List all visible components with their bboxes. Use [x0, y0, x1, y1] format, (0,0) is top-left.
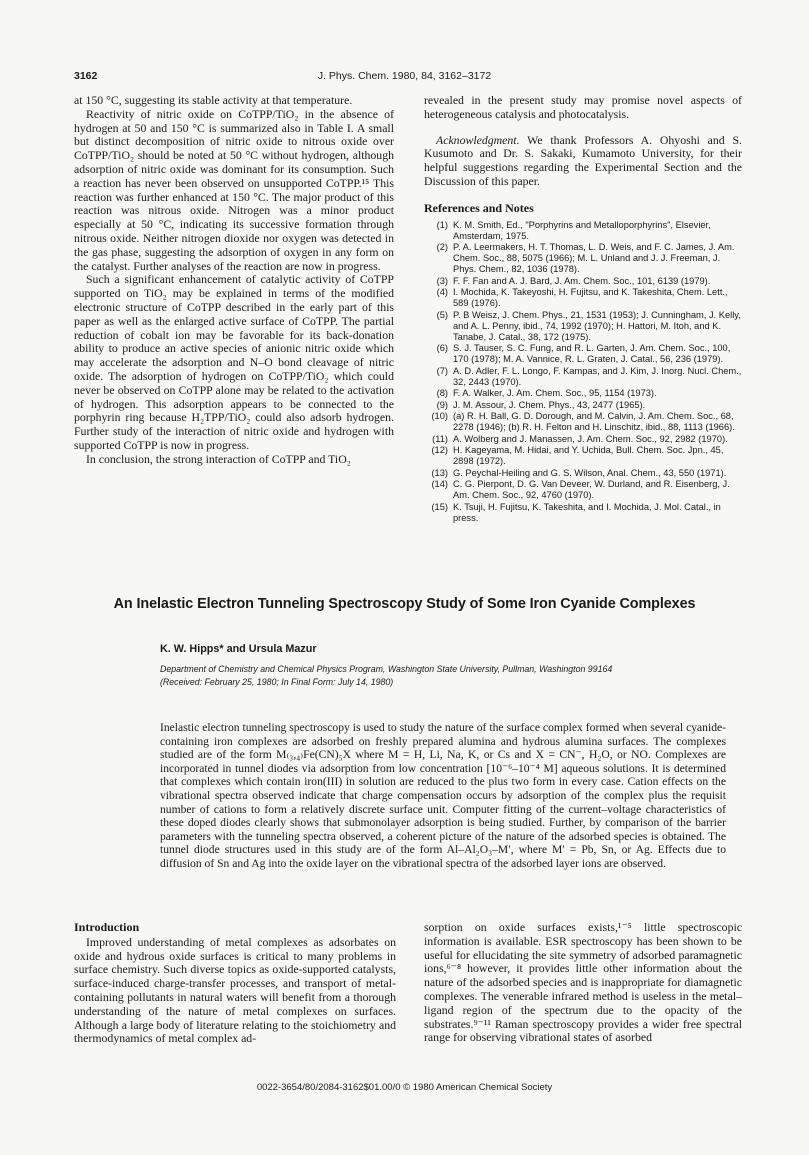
reference-number: (8) — [436, 388, 448, 399]
acknowledgment — [424, 134, 742, 189]
reference-text: A. Wolberg and J. Manassen, J. Am. Chem. Soc., 92, 2982 (1970). — [453, 433, 728, 444]
reference-item — [424, 220, 742, 242]
reference-item — [424, 242, 742, 275]
reference-text: I. Mochida, K. Takeyoshi, H. Fujitsu, and K. Takeshita, Chem. Lett., 589 (1976). — [453, 287, 728, 309]
reference-number: (15) — [431, 501, 448, 512]
reference-text: K. M. Smith, Ed., "Porphyrins and Metalloporphyrins", Elsevier, Amsterdam, 1975. — [453, 219, 711, 241]
reference-text: G. Peychal-Heiling and G. S. Wilson, Anal. Chem., 43, 550 (1971). — [453, 467, 727, 478]
paragraph: Improved understanding of metal complexes as adsorbates on oxide and hydrous oxide surfaces is critical to many problems in surface chemistry. Such diverse topics as oxide-supported catalysts, surface-induced charge-transfer processes, and transport of metal-containing pollutants in natural waters will benefit from a thorough understanding of the nature of metal complexes on surfaces. Although a large body of literature relating to the stoichiometry and thermodynamics of metal complex ad- — [74, 934, 396, 1046]
reference-number: (10) — [431, 411, 448, 422]
reference-text: S. J. Tauser, S. C. Fung, and R. L. Garten, J. Am. Chem. Soc., 100, 170 (1978); M. A. Vannice, R. L. Graten, J. Catal., 56, 236 (1979). — [453, 343, 731, 365]
paragraph: Such a significant enhancement of catalytic activity of CoTPP supported on TiO₂ may be explained in terms of the modified electronic structure of CoTPP described in the early part of this paper as well as the enlarged active surface of CoTPP. The partial reduction of cobalt ion may be favorable for its back-donation ability to produce an active species of anionic nitric oxide which may accelerate the adsorption and N–O bond cleavage of nitric oxide. The adsorption of hydrogen on CoTPP/TiO₂ which could never be observed on CoTPP alone may be related to the activation of hydrogen. This adsorption appears to be connected to the porphyrin ring because H₂TPP/TiO₂ could also adsorb hydrogen. Further study of the interaction of nitric oxide and hydrogen with supported CoTPP is now in progress. — [74, 272, 394, 452]
reference-item — [424, 400, 742, 411]
article-title: An Inelastic Electron Tunneling Spectroscopy Study of Some Iron Cyanide Complexes — [113, 596, 696, 612]
reference-number: (12) — [431, 445, 448, 456]
paragraph: Reactivity of nitric oxide on CoTPP/TiO₂ in the absence of hydrogen at 50 and 150 °C is summarized also in Table I. A small but distinct decomposition of nitric oxide to nitrous oxide over CoTPP/TiO₂ should be noted at 50 °C without hydrogen, although adsorption of nitric oxide was dominant for its consumption. Such a reaction has never been observed on unsupported CoTPP.¹⁵ This reaction was further enhanced at 150 °C. The major product of this reaction was nitrous oxide. Nitrogen was a minor product especially at 50 °C, indicating its successive formation through nitrous oxide. Neither nitrogen dioxide nor oxygen was detected in the gas phase, suggesting the adsorption of oxygen in any form on the catalyst. Further analyses of the reaction are now in progress. — [74, 106, 394, 273]
reference-number: (11) — [432, 433, 448, 444]
reference-text: (a) R. H. Ball, G. D. Dorough, and M. Calvin, J. Am. Chem. Soc., 68, 2278 (1946); (b) R. H. Felton and H. Linschitz, ibid., 88, 1113 (1966). — [453, 411, 735, 433]
authors: K. W. Hipps* and Ursula Mazur — [160, 643, 317, 655]
reference-text: P. B Weisz, J. Chem. Phys., 21, 1531 (1953); J. Cunningham, J. Kelly, and A. L. Penny, ibid., 74, 1992 (1970); H. Hattori, M. Itoh, and K. Tanabe, J. Catal., 38, 172 (1975). — [453, 309, 741, 342]
reference-text: H. Kageyama, M. Hidai, and Y. Uchida, Bull. Chem. Soc. Jpn., 45, 2898 (1972). — [453, 445, 724, 467]
reference-number: (13) — [431, 467, 448, 478]
affiliation-block — [160, 663, 720, 689]
reference-item — [424, 434, 742, 445]
reference-item — [424, 502, 742, 524]
reference-item — [424, 310, 742, 343]
introduction-heading: Introduction — [74, 920, 140, 934]
page-number: 3162 — [74, 70, 98, 82]
reference-number: (6) — [436, 343, 448, 354]
introduction-right — [424, 921, 742, 1045]
reference-number: (7) — [436, 365, 448, 376]
reference-number: (14) — [431, 479, 448, 490]
left-column — [74, 94, 394, 467]
references-heading: References and Notes — [424, 200, 534, 215]
right-column — [424, 94, 742, 524]
acknowledgment-text: We thank Professors A. Ohyoshi and S. Kusumoto and Dr. S. Sakaki, Kumamoto University, for their helpful suggestions regarding the Experimental Section and the Discussion of this paper. — [424, 132, 742, 188]
footer-copyright: 0022-3654/80/2084-3162$01.00/0 © 1980 American Chemical Society — [256, 1082, 553, 1093]
paragraph: revealed in the present study may promise novel aspects of heterogeneous catalysis and photocatalysis. — [424, 93, 742, 121]
reference-item — [424, 287, 742, 309]
abstract — [160, 721, 726, 871]
reference-number: (5) — [436, 309, 448, 320]
reference-text: K. Tsuji, H. Fujitsu, K. Takeshita, and I. Mochida, J. Mol. Catal., in press. — [453, 501, 721, 523]
reference-number: (9) — [436, 399, 448, 410]
reference-text: P. A. Leermakers, H. T. Thomas, L. D. Weis, and F. C. James, J. Am. Chem. Soc., 88, 5075 (1966); M. L. Unland and J. J. Freeman, J. Phys. Chem., 82, 1036 (1978). — [453, 242, 735, 275]
reference-item — [424, 468, 742, 479]
reference-item — [424, 445, 742, 467]
affiliation: Department of Chemistry and Chemical Physics Program, Washington State University, Pullman, Washington 99164 — [160, 664, 613, 674]
reference-item — [424, 411, 742, 433]
abstract-text: Inelastic electron tunneling spectroscopy is used to study the nature of the surface complex formed when several cyanide-containing iron complexes are adsorbed on freshly prepared alumina and hydrous alumina surfaces. The complexes studied are of the form M₍₃,₄₎Fe(CN)₅X where M = H, Li, Na, K, or Cs and X = CN⁻, H₂O, or NO. Complexes are incorporated in tunnel diodes via adsorption from low concentration [10⁻⁶–10⁻⁴ M] aqueous solutions. It is determined that complexes which contain iron(III) in solution are reduced to the plus two form in every case. Cation effects on the vibrational spectra observed indicate that charge compensation occurs by adsorption of the complex plus the requisit number of cations to form a relatively discrete surface unit. Computer fitting of the current–voltage characteristics of these doped diodes clearly shows that submonolayer adsorption is being studied. Further, by comparison of the barrier parameters with the tunneling spectra observed, a coherent picture of the nature of the adsorbed species is obtained. The tunnel diode structures used in this study are of the form Al–Al₂O₃–M′, where M′ = Pb, Sn, or Ag. Effects due to diffusion of Sn and Ag into the oxide layer on the vibrational spectra of the adsorbed layer ions are observed. — [160, 721, 726, 870]
paragraph: In conclusion, the strong interaction of CoTPP and TiO₂ — [86, 451, 351, 466]
received-dates: (Received: February 25, 1980; In Final Form: July 14, 1980) — [160, 677, 394, 687]
paragraph: at 150 °C, suggesting its stable activity at that temperature. — [74, 93, 353, 107]
reference-number: (4) — [436, 287, 448, 298]
reference-text: F. F. Fan and A. J. Bard, J. Am. Chem. Soc., 101, 6139 (1979). — [453, 275, 711, 286]
paragraph: sorption on oxide surfaces exists,¹⁻⁵ little spectroscopic information is available. ESR spectroscopy has been shown to be useful for ellucidating the site symmetry of adsorbed paramagnetic ions,⁶⁻⁸ however, it provides little other information about the nature of the adsorbed species and is inappropriate for diamagnetic complexes. The venerable infrared method is useless in the metal–ligand region of the spectrum due to the opacity of the substrates.⁹⁻¹¹ Raman spectroscopy provides a wider free spectral range for observing vibrational states of asorbed — [424, 920, 742, 1045]
reference-item — [424, 388, 742, 399]
reference-item — [424, 366, 742, 388]
reference-text: A. D. Adler, F. L. Longo, F. Kampas, and J. Kim, J. Inorg. Nucl. Chem., 32, 2443 (1970). — [453, 365, 742, 387]
journal-citation: J. Phys. Chem. 1980, 84, 3162–3172 — [317, 70, 492, 82]
reference-item — [424, 343, 742, 365]
reference-item — [424, 276, 742, 287]
introduction-left — [74, 921, 396, 1046]
reference-text: F. A. Walker, J. Am. Chem. Soc., 95, 1154 (1973). — [453, 388, 657, 399]
reference-number: (2) — [436, 242, 448, 253]
reference-text: C. G. Pierpont, D. G. Van Deveer, W. Durland, and R. Eisenberg, J. Am. Chem. Soc., 92, 4760 (1970). — [453, 479, 730, 501]
reference-number: (1) — [436, 219, 448, 230]
acknowledgment-label: Acknowledgment. — [436, 132, 520, 147]
reference-item — [424, 479, 742, 501]
reference-text: J. M. Assour, J. Chem. Phys., 43, 2477 (1965). — [453, 399, 646, 410]
references-list — [424, 220, 742, 524]
reference-number: (3) — [436, 275, 448, 286]
